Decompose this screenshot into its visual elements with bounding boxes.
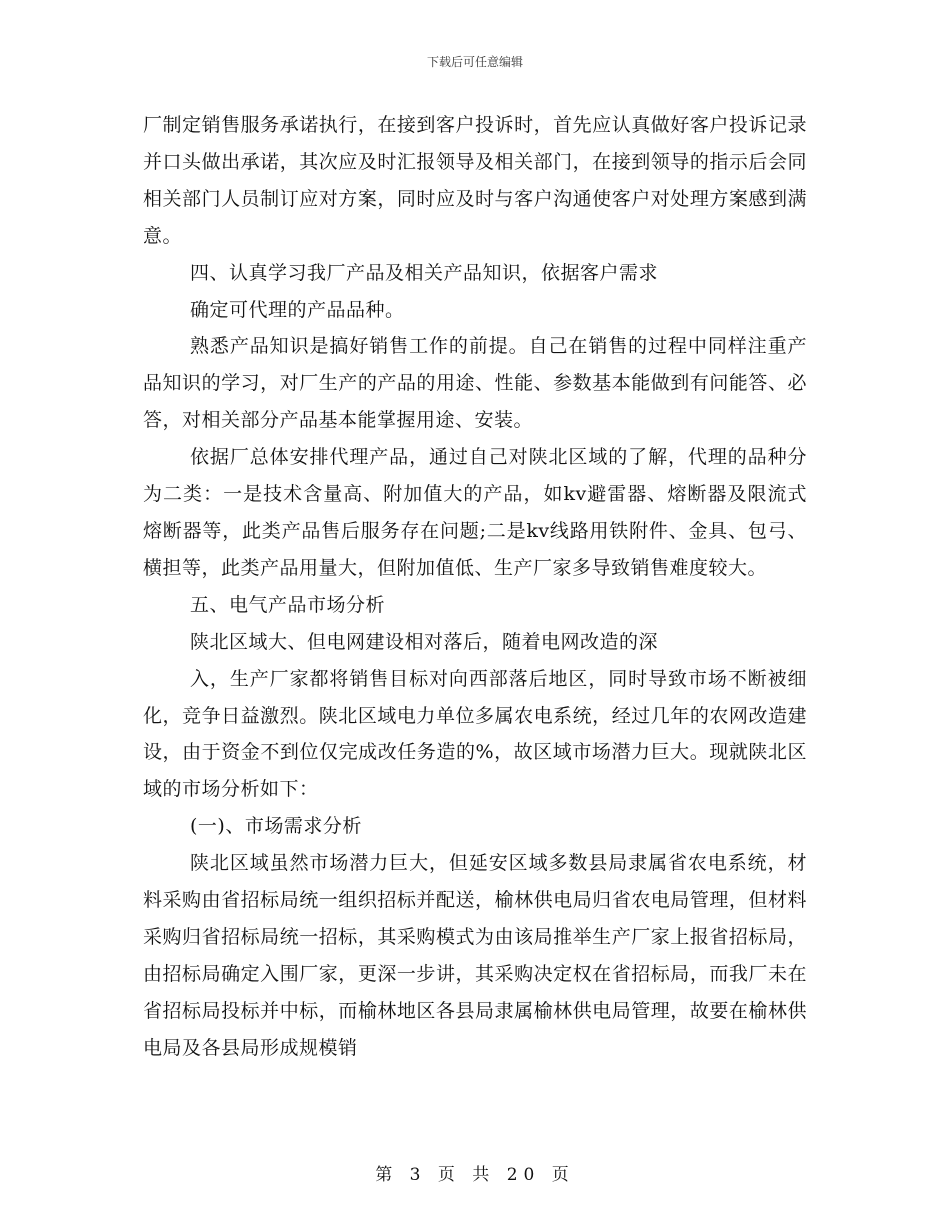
page-header: 下载后可任意编辑 [426,55,523,69]
subsection-heading-1: (一)、市场需求分析 [190,815,362,838]
section-heading-4: 四、认真学习我厂产品及相关产品知识，依据客户需求 [190,261,659,284]
section-heading-5: 五、电气产品市场分析 [190,593,386,616]
paragraph-market-intro: 陕北区域大、但电网建设相对落后，随着电网改造的深 [190,630,659,653]
paragraph-market-cont: 入，生产厂家都将销售目标对向西部落后地区，同时导致市场不断被细化，竞争日益激烈。陕北区域电力单位多属农电系统，经过几年的农网改造建设，由于资金不到位仅完成改任务造的%，故区域市场潜力巨大。现就陕北区域的市场分析如下： [143,667,807,801]
paragraph-product-knowledge: 熟悉产品知识是搞好销售工作的前提。自己在销售的过程中同样注重产品知识的学习，对厂生产的产品的用途、性能、参数基本能做到有问能答、必答，对相关部分产品基本能掌握用途、安装。 [143,335,807,432]
document-body [143,107,807,1067]
paragraph-1: 厂制定销售服务承诺执行，在接到客户投诉时，首先应认真做好客户投诉记录并口头做出承诺，其次应及时汇报领导及相关部门，在接到领导的指示后会同相关部门人员制订应对方案，同时应及时与客户沟通使客户对处理方案感到满意。 [143,114,807,247]
paragraph-product-types: 依据厂总体安排代理产品，通过自己对陕北区域的了解，代理的品种分为二类：一是技术含量高、附加值大的产品，如kv避雷器、熔断器及限流式熔断器等，此类产品售后服务存在问题;二是kv线路用铁附件、金具、包弓、横担等，此类产品用量大，但附加值低、生产厂家多导致销售难度较大。 [143,446,807,579]
page-number: 第 3 页 共 20 页 [375,1165,575,1185]
section-heading-4-cont: 确定可代理的产品品种。 [190,298,405,321]
paragraph-demand-analysis: 陕北区域虽然市场潜力巨大，但延安区域多数县局隶属省农电系统，材料采购由省招标局统一组织招标并配送，榆林供电局归省农电局管理，但材料采购归省招标局统一招标，其采购模式为由该局推举生产厂家上报省招标局，由招标局确定入围厂家，更深一步讲，其采购决定权在省招标局，而我厂未在省招标局投标并中标，而榆林地区各县局隶属榆林供电局管理，故要在榆林供电局及各县局形成规模销 [143,852,807,1059]
